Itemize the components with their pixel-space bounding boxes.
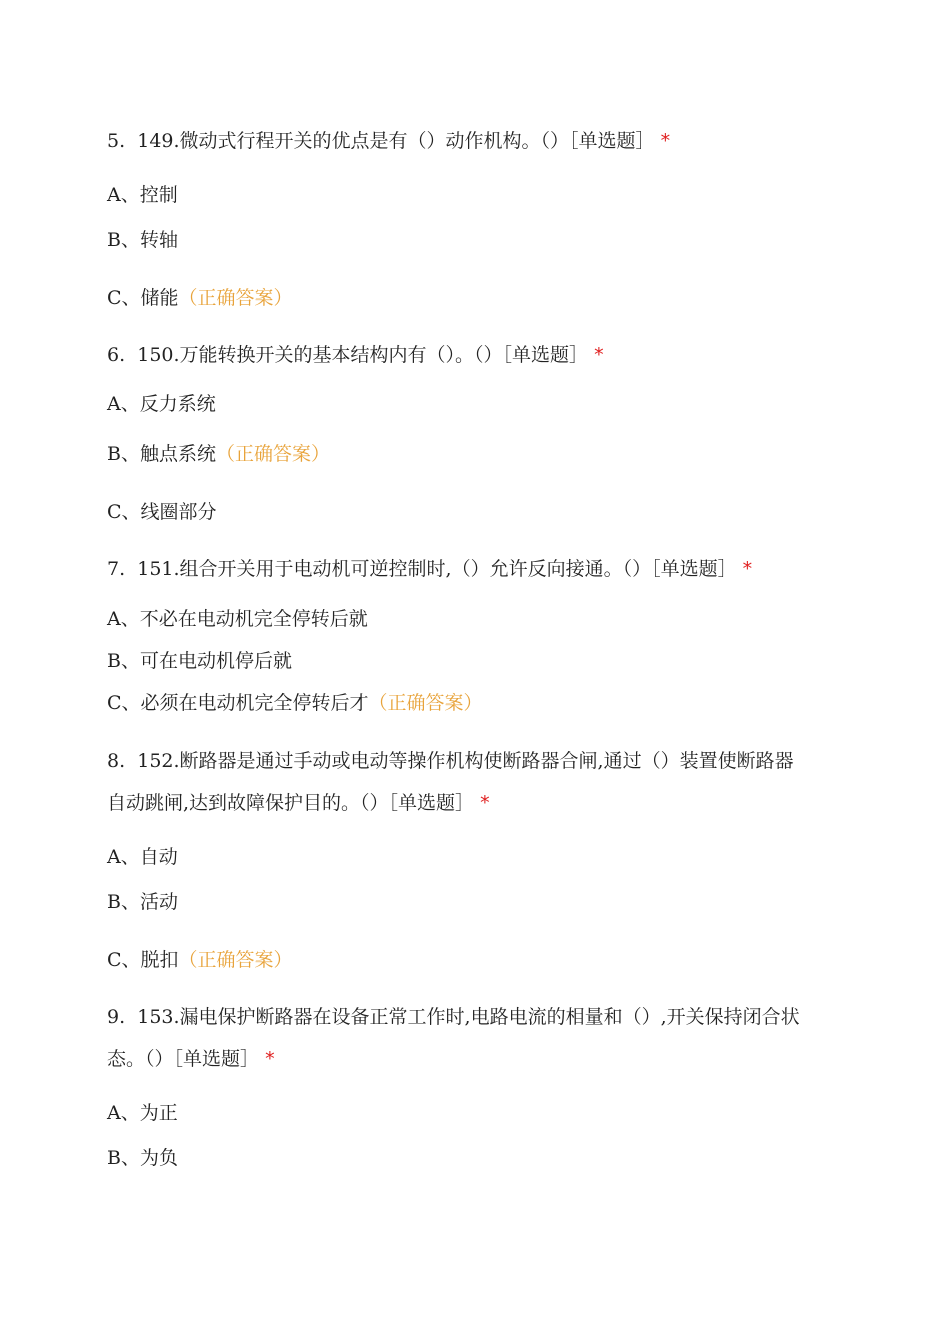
question-8-title [107,749,794,773]
question-5-title [107,129,670,153]
question-text: 151.组合开关用于电动机可逆控制时,（）允许反向接通。（）［单选题］ [137,558,737,580]
option-label: A、反力系统 [107,393,216,415]
option-label: B、转轴 [107,229,178,251]
option-5-a[interactable] [107,183,178,207]
option-label: B、为负 [107,1147,178,1169]
correct-answer-tag: （正确答案） [178,949,293,971]
question-text: 153.漏电保护断路器在设备正常工作时,电路电流的相量和（）,开关保持闭合状 [137,1006,800,1028]
required-asterisk: * [265,1048,275,1070]
option-7-c[interactable] [107,691,483,715]
question-number: 6. [107,344,126,366]
option-9-a[interactable] [107,1101,178,1125]
question-7-title [107,557,752,581]
option-label: A、自动 [107,846,178,868]
option-label: C、脱扣 [107,949,179,971]
question-text: 态。（）［单选题］ [107,1048,260,1070]
option-label: A、为正 [107,1102,178,1124]
required-asterisk: * [742,558,753,580]
option-label: C、线圈部分 [107,501,217,523]
question-number: 7. [107,558,126,580]
question-text: 自动跳闸,达到故障保护目的。（）［单选题］ [107,792,475,814]
question-text: 150.万能转换开关的基本结构内有（）。（）［单选题］ [137,344,589,366]
option-6-c[interactable] [107,500,217,524]
option-9-b[interactable] [107,1146,178,1170]
option-label: B、活动 [107,891,178,913]
required-asterisk: * [480,792,490,814]
correct-answer-tag: （正确答案） [368,692,483,714]
option-6-b[interactable] [107,442,330,466]
option-label: B、触点系统 [107,443,216,465]
option-label: A、不必在电动机完全停转后就 [107,608,368,630]
option-5-b[interactable] [107,228,178,252]
question-8-title-cont [107,791,490,815]
option-label: B、可在电动机停后就 [107,650,292,672]
correct-answer-tag: （正确答案） [215,443,330,465]
correct-answer-tag: （正确答案） [178,287,293,309]
option-label: A、控制 [107,184,178,206]
question-number: 5. [107,130,126,152]
option-8-a[interactable] [107,845,178,869]
question-text: 149.微动式行程开关的优点是有（）动作机构。（）［单选题］ [137,130,655,152]
option-label: C、必须在电动机完全停转后才 [107,692,369,714]
required-asterisk: * [594,344,604,366]
option-6-a[interactable] [107,392,216,416]
option-8-b[interactable] [107,890,178,914]
option-7-b[interactable] [107,649,292,673]
option-8-c[interactable] [107,948,293,972]
required-asterisk: * [660,130,671,152]
question-number: 9. [107,1006,126,1028]
question-9-title [107,1005,800,1029]
option-label: C、储能 [107,287,179,309]
question-text: 152.断路器是通过手动或电动等操作机构使断路器合闸,通过（）装置使断路器 [137,750,794,772]
question-9-title-cont [107,1047,275,1071]
option-7-a[interactable] [107,607,368,631]
question-6-title [107,343,604,367]
question-number: 8. [107,750,126,772]
option-5-c[interactable] [107,286,293,310]
